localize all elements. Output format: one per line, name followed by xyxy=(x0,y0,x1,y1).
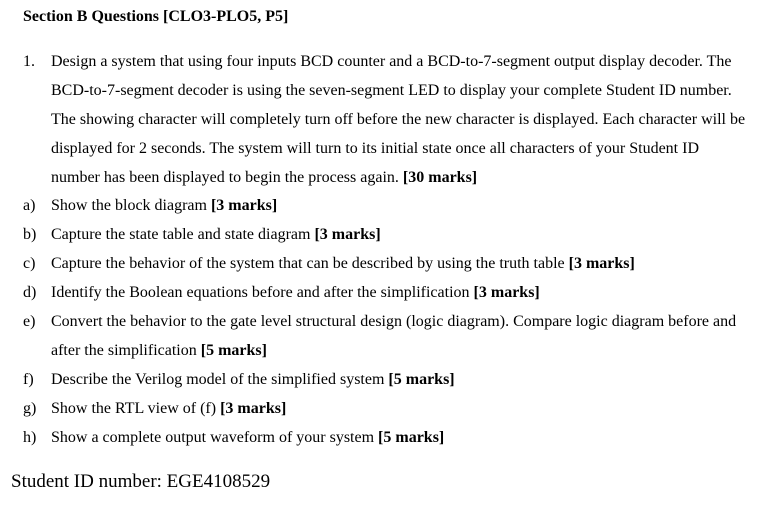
sub-question-label: d) xyxy=(23,284,37,301)
sub-question-marks: [5 marks] xyxy=(200,342,267,359)
sub-question-text: Describe the Verilog model of the simplified system xyxy=(51,371,385,388)
sub-question-label: c) xyxy=(23,255,36,272)
sub-question-label: b) xyxy=(23,226,37,243)
sub-question-marks: [5 marks] xyxy=(378,429,445,446)
question-text: Design a system that using four inputs BCD counter and a BCD-to-7-segment output display decoder. The BCD-to-7-segment decoder is using the seven-segment LED to display your complete Student ID number. The showing character will completely turn off before the new character is displayed. Each character will be displayed for 2 seconds. The system will turn to its initial state once all characters of your Student ID number has been displayed to begin the process again. xyxy=(51,53,746,186)
sub-question-text: Show a complete output waveform of your system xyxy=(51,429,375,446)
sub-question-marks: [3 marks] xyxy=(220,400,287,417)
sub-question-g xyxy=(23,394,751,423)
sub-question-marks: [3 marks] xyxy=(210,197,278,214)
sub-question-text: Capture the behavior of the system that can be described by using the truth table xyxy=(51,255,565,272)
sub-question-label: g) xyxy=(23,400,37,417)
sub-question-marks: [3 marks] xyxy=(473,284,540,301)
sub-question-label: h) xyxy=(23,429,37,446)
sub-question-text: Convert the behavior to the gate level structural design (logic diagram). Compare logic diagram before and after the simplification xyxy=(51,313,737,359)
sub-question-f xyxy=(23,365,751,394)
sub-question-text: Identify the Boolean equations before and after the simplification xyxy=(51,284,470,301)
student-id-line: Student ID number: EGE4108529 xyxy=(11,471,271,492)
question-body xyxy=(51,47,751,192)
sub-question-b xyxy=(23,220,751,249)
question-marks: [30 marks] xyxy=(402,169,478,186)
sub-question-c xyxy=(23,249,751,278)
sub-question-text: Show the RTL view of (f) xyxy=(51,400,217,417)
sub-question-d xyxy=(23,278,751,307)
section-title: Section B Questions [CLO3-PLO5, P5] xyxy=(23,8,289,25)
sub-question-marks: [5 marks] xyxy=(388,371,455,388)
sub-question-h xyxy=(23,423,751,452)
sub-question-label: a) xyxy=(23,197,36,214)
sub-question-e xyxy=(23,307,751,365)
question-number: 1. xyxy=(23,53,35,70)
sub-question-marks: [3 marks] xyxy=(314,226,381,243)
sub-question-label: e) xyxy=(23,313,36,330)
sub-question-list xyxy=(23,191,751,452)
sub-question-a xyxy=(23,191,751,220)
sub-question-text: Show the block diagram xyxy=(51,197,207,214)
sub-question-text: Capture the state table and state diagram xyxy=(51,226,311,243)
sub-question-marks: [3 marks] xyxy=(568,255,635,272)
sub-question-label: f) xyxy=(23,371,34,388)
